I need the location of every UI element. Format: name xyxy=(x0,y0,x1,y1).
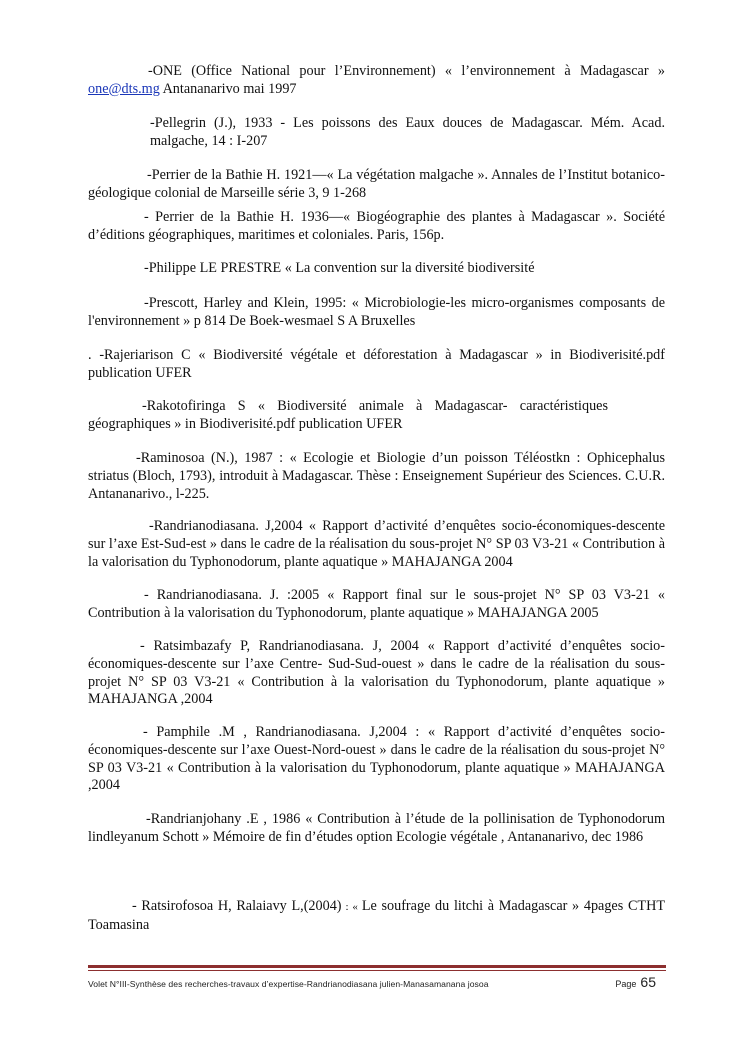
reference-randrianjohany: -Randrianjohany .E , 1986 « Contribution à l’étude de la pollinisation de Typhonodorum lindleyanum Schott » Mémoire de fin d’études option Ecologie végétale , Antananarivo, dec 1986 xyxy=(88,811,665,845)
footer-rule xyxy=(88,965,666,968)
reference-perrier-1936: - Perrier de la Bathie H. 1936—« Biogéographie des plantes à Madagascar ». Société d’éditions géographiques, maritimes et coloniales. Paris, 156p. xyxy=(88,209,665,243)
footer-rule-thin xyxy=(88,970,666,971)
reference-randrianodiasana-2005: - Randrianodiasana. J. :2005 « Rapport final sur le sous-projet N° SP 03 V3-21 « Contribution à la valorisation du Typhonodorum, plante aquatique » MAHAJANGA 2005 xyxy=(88,587,665,621)
reference-pellegrin: -Pellegrin (J.), 1933 - Les poissons des Eaux douces de Madagascar. Mém. Acad. malgache, 14 : I-207 xyxy=(150,115,665,149)
reference-randrianodiasana-2004: -Randrianodiasana. J,2004 « Rapport d’activité d’enquêtes socio-économiques-descente sur l’axe Est-Sud-est » dans le cadre de la réalisation du sous-projet N° SP 03 V3-21 « Contribution à la valorisation du Typhonodorum, plante aquatique » MAHAJANGA 2004 xyxy=(88,518,665,570)
email-link[interactable]: one@dts.mg xyxy=(88,80,160,97)
reference-ratsirofosoa: - Ratsirofosoa H, Ralaiavy L,(2004) : « Le soufrage du litchi à Madagascar » 4pages CTHT Toamasina xyxy=(88,898,665,933)
reference-raminosoa: -Raminosoa (N.), 1987 : « Ecologie et Biologie d’un poisson Téléostkn : Ophicephalus striatus (Bloch, 1793), introduit à Madagascar. Thèse : Enseignement Supérieur des Sciences. C.U.R. Antananarivo., l-225. xyxy=(88,450,665,502)
page-number xyxy=(615,974,656,990)
reference-rajeriarison: . -Rajeriarison C « Biodiversité végétale et déforestation à Madagascar » in Biodiverisité.pdf publication UFER xyxy=(88,347,665,381)
page-label: Page xyxy=(615,979,637,989)
reference-ratsimbazafy: - Ratsimbazafy P, Randrianodiasana. J, 2004 « Rapport d’activité d’enquêtes socio-économiques-descente sur l’axe Centre- Sud-Sud-ouest » dans le cadre de la réalisation du sous-projet N° SP 03 V3-21 « Contribution à la valorisation du Typhonodorum, plante aquatique » MAHAJANGA ,2004 xyxy=(88,638,665,708)
reference-le-prestre: -Philippe LE PRESTRE « La convention sur la diversité biodiversité xyxy=(144,260,535,276)
reference-rakotofiringa: -Rakotofiringa S « Biodiversité animale à Madagascar- caractéristiques géographiques » in Biodiverisité.pdf publication UFER xyxy=(88,398,608,432)
reference-one: -ONE (Office National pour l’Environnement) « l’environnement à Madagascar » one@dts.mg Antananarivo mai 1997 xyxy=(88,63,665,97)
reference-prescott: -Prescott, Harley and Klein, 1995: « Microbiologie-les micro-organismes composants de l'environnement » p 814 De Boek-wesmael S A Bruxelles xyxy=(88,295,665,329)
page-number-value: 65 xyxy=(640,974,656,990)
footer-title: Volet N°III-Synthèse des recherches-travaux d’expertise-Randrianodiasana julien-Manasamanana josoa xyxy=(88,979,489,989)
reference-perrier-1921: -Perrier de la Bathie H. 1921—« La végétation malgache ». Annales de l’Institut botanico-géologique colonial de Marseille série 3, 9 1-268 xyxy=(88,167,665,201)
reference-pamphile: - Pamphile .M , Randrianodiasana. J,2004 : « Rapport d’activité d’enquêtes socio-économiques-descente sur l’axe Ouest-Nord-ouest » dans le cadre de la réalisation du sous-projet N° SP 03 V3-21 « Contribution à la valorisation du Typhonodorum, plante aquatique » MAHAJANGA ,2004 xyxy=(88,724,665,794)
